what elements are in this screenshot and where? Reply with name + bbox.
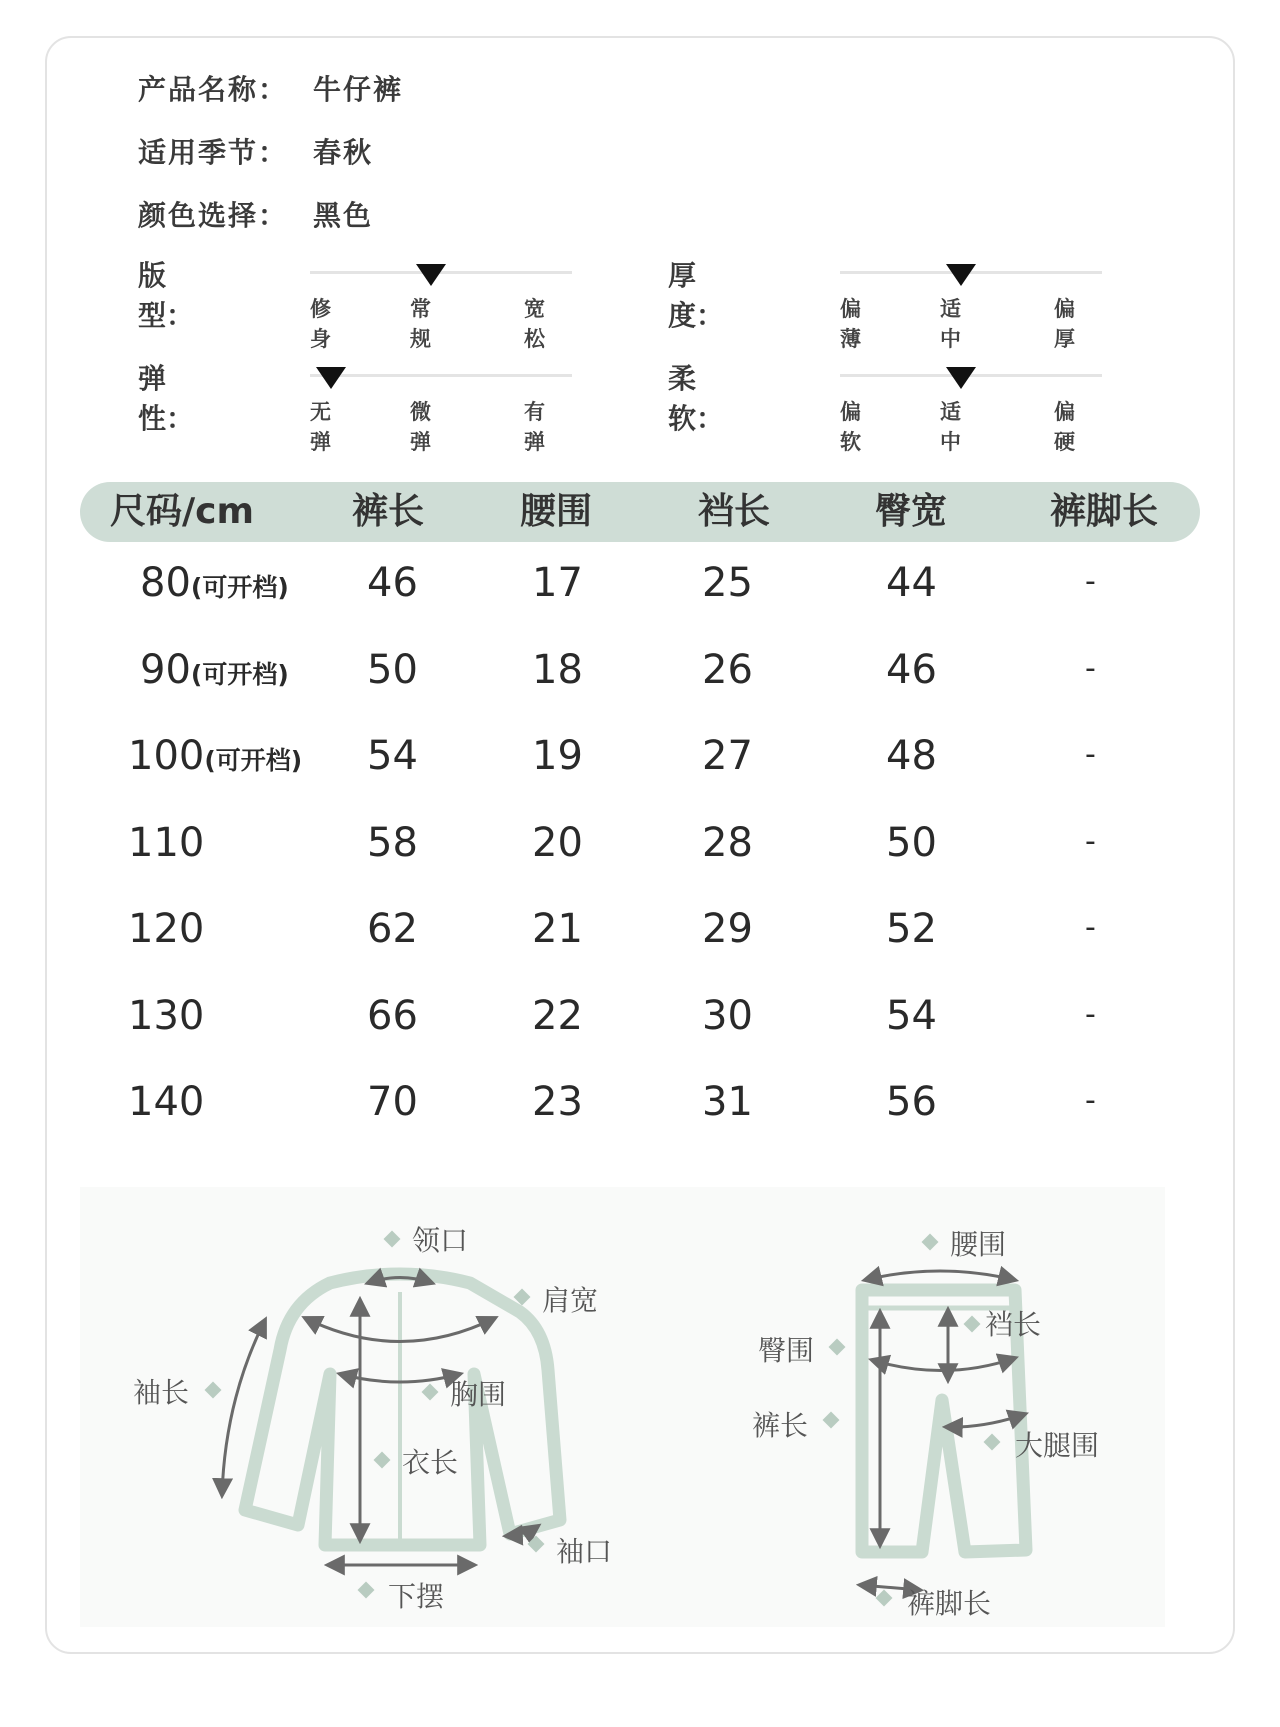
size-value: 80 (140, 560, 191, 606)
cuff-diamond-icon (528, 1536, 545, 1553)
leg-opening-diamond-icon (876, 1590, 893, 1607)
rise-cell: 30 (702, 992, 753, 1039)
thigh-arrow (946, 1414, 1025, 1427)
hip-width-cell: 44 (886, 560, 937, 606)
leg-opening-cell: - (1085, 910, 1096, 945)
hip-width-cell: 54 (886, 992, 937, 1039)
top-garment-diagram (133, 1224, 612, 1613)
hip-label: 臀围 (758, 1334, 815, 1367)
softness-scale-option: 适中 (940, 400, 961, 454)
size-value: 120 (128, 906, 205, 952)
fit-scale-label: 版 型： (138, 259, 223, 332)
waist-cell: 17 (532, 560, 583, 606)
season-label: 适用季节： (138, 136, 289, 169)
leg-opening-cell: - (1085, 823, 1096, 859)
top-garment-outline (245, 1274, 560, 1545)
leg-opening-cell: - (1085, 564, 1096, 599)
chest-label: 胸围 (450, 1378, 507, 1411)
waist-cell: 21 (532, 906, 583, 952)
hip-width-cell: 56 (886, 1079, 937, 1125)
softness-scale-option: 偏硬 (1054, 400, 1075, 454)
product-name-label: 产品名称： (138, 73, 289, 106)
waist-cell: 23 (532, 1079, 583, 1125)
pants-length-cell: 54 (367, 733, 418, 779)
waist-diamond-icon (922, 1234, 939, 1251)
waist-label: 腰围 (950, 1228, 1007, 1261)
waist-cell: 19 (532, 733, 583, 779)
collar-diamond-icon (384, 1231, 401, 1248)
header-hip-width: 臀宽 (875, 491, 948, 532)
softness-scale-label: 柔 软： (668, 362, 753, 435)
header-rise: 裆长 (698, 491, 771, 532)
rise-cell: 29 (702, 906, 753, 952)
hip-diamond-icon (829, 1339, 846, 1356)
crotch-open-note: (可开档) (204, 746, 303, 775)
waist-cell: 18 (532, 646, 583, 693)
elasticity-scale-option: 无弹 (310, 400, 331, 454)
chest-diamond-icon (422, 1384, 439, 1401)
pants-length-cell: 66 (367, 992, 418, 1039)
header-pants-length: 裤长 (352, 491, 425, 532)
thigh-label: 大腿围 (1015, 1429, 1100, 1462)
crotch-open-note: (可开档) (190, 659, 289, 689)
sleeve-diamond-icon (205, 1382, 222, 1399)
softness-scale-option: 偏软 (840, 400, 861, 454)
season-value: 春秋 (313, 136, 374, 169)
crotch-open-note: (可开档) (190, 573, 289, 602)
header-size: 尺码/cm (110, 491, 255, 532)
shoulder-label: 肩宽 (542, 1284, 599, 1317)
size-value: 110 (128, 819, 205, 866)
fit-scale-option: 常规 (410, 297, 431, 351)
fit-scale-option: 宽松 (524, 297, 545, 351)
pants-length-cell: 46 (367, 560, 418, 606)
rise-cell: 28 (702, 819, 753, 866)
waist-cell: 20 (532, 819, 583, 866)
rise-label: 裆长 (985, 1308, 1042, 1341)
thickness-scale-label: 厚 度： (668, 259, 753, 332)
color-value: 黑色 (313, 199, 374, 232)
pants-length-cell: 62 (367, 906, 418, 952)
thigh-diamond-icon (984, 1434, 1001, 1451)
leg-opening-cell: - (1085, 650, 1096, 686)
rise-cell: 26 (702, 646, 753, 693)
size-value: 90 (140, 646, 191, 693)
pants-length-cell: 50 (367, 646, 418, 693)
rise-diamond-icon (964, 1316, 981, 1333)
pants-length-cell: 70 (367, 1079, 418, 1125)
hip-width-cell: 52 (886, 906, 937, 952)
hem-diamond-icon (358, 1582, 375, 1599)
leg-opening-label: 裤脚长 (907, 1587, 992, 1620)
collar-label: 领口 (412, 1224, 469, 1257)
rise-cell: 31 (702, 1079, 753, 1125)
hem-label: 下摆 (388, 1580, 445, 1613)
leg-opening-cell: - (1085, 996, 1096, 1032)
fit-scale-option: 修身 (310, 297, 331, 351)
thickness-scale-option: 偏薄 (840, 297, 861, 351)
hip-width-cell: 48 (886, 733, 937, 779)
header-leg-opening: 裤脚长 (1050, 491, 1159, 532)
leg-opening-cell: - (1085, 737, 1096, 772)
length-diamond-icon (374, 1452, 391, 1469)
elasticity-scale-option: 有弹 (524, 400, 545, 454)
thickness-scale-option: 适中 (940, 297, 961, 351)
cuff-label: 袖口 (556, 1535, 613, 1568)
length-label: 衣长 (402, 1446, 459, 1479)
size-value: 130 (128, 992, 205, 1039)
header-waist: 腰围 (520, 491, 593, 532)
elasticity-scale-option: 微弹 (410, 400, 431, 454)
rise-cell: 25 (702, 560, 753, 606)
thickness-scale-option: 偏厚 (1054, 297, 1075, 351)
pants-length-cell: 58 (367, 819, 418, 866)
product-name-value: 牛仔裤 (313, 73, 404, 106)
pants-length-label: 裤长 (752, 1409, 809, 1442)
leg-opening-cell: - (1085, 1083, 1096, 1118)
color-label: 颜色选择： (138, 199, 289, 232)
sleeve-label: 袖长 (133, 1376, 190, 1409)
hip-arrow (872, 1358, 1015, 1371)
pants-length-diamond-icon (823, 1412, 840, 1429)
hip-width-cell: 50 (886, 819, 937, 866)
size-value: 140 (128, 1079, 205, 1125)
elasticity-scale-label: 弹 性： (138, 362, 223, 435)
rise-cell: 27 (702, 733, 753, 779)
waist-cell: 22 (532, 992, 583, 1039)
hip-width-cell: 46 (886, 646, 937, 693)
size-value: 100 (128, 733, 205, 779)
waist-arrow (865, 1271, 1015, 1280)
pants-diagram (752, 1228, 1099, 1620)
